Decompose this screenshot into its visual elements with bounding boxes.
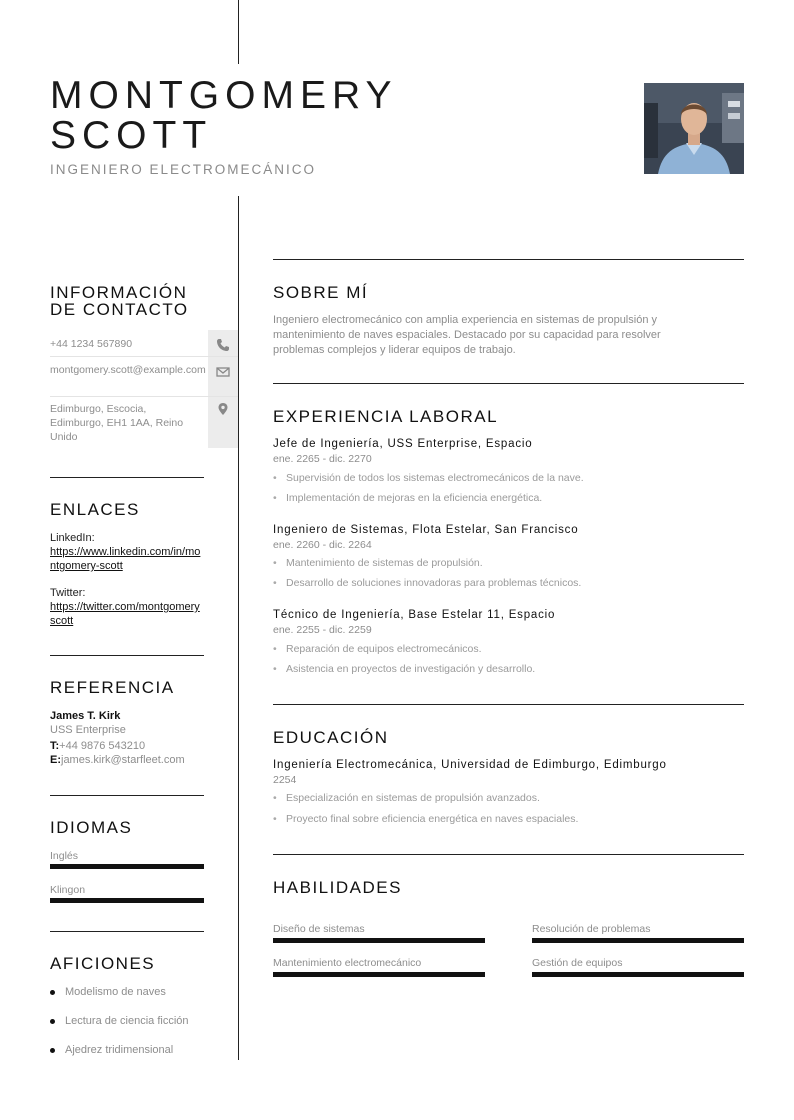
twitter-label: Twitter:: [50, 587, 86, 599]
section-divider: [50, 795, 204, 796]
section-divider: [50, 931, 204, 932]
job-dates: ene. 2265 - dic. 2270: [273, 453, 372, 465]
reference-email: [50, 754, 185, 766]
full-name: [50, 76, 397, 156]
about-line: Ingeniero electromecánico con amplia experiencia en sistemas de propulsión y: [273, 314, 657, 326]
name-first: MONTGOMERY: [50, 74, 398, 117]
reference-heading: REFERENCIA: [50, 678, 175, 697]
job-bullet-text: Implementación de mejoras en la eficiencia energética.: [286, 492, 543, 504]
contact-heading-line1: INFORMACIÓN: [50, 283, 188, 302]
education-bullet: • Proyecto final sobre eficiencia energética en naves espaciales.: [273, 813, 579, 825]
job-bullet-text: Desarrollo de soluciones innovadoras para problemas técnicos.: [286, 577, 582, 589]
contact-address-text: Edimburgo, Escocia, Edimburgo, EH1 1AA, Reino Unido: [50, 403, 184, 443]
education-bullet-text: Proyecto final sobre eficiencia energética en naves espaciales.: [286, 813, 579, 825]
job-bullet-text: Reparación de equipos electromecánicos.: [286, 643, 482, 655]
job-title: Jefe de Ingeniería, USS Enterprise, Espacio: [273, 438, 533, 450]
skill-label: Diseño de sistemas: [273, 923, 365, 935]
language-english-level-bar: [50, 864, 204, 869]
reference-phone-value: +44 9876 543210: [59, 740, 146, 752]
phone-icon: [216, 338, 230, 352]
skills-heading: HABILIDADES: [273, 878, 402, 897]
reference-email-label: E:: [50, 754, 61, 766]
bullet-dot: [50, 1048, 55, 1053]
job-bullet-text: Mantenimiento de sistemas de propulsión.: [286, 557, 483, 569]
education-heading: EDUCACIÓN: [273, 728, 389, 747]
hobby-text: Ajedrez tridimensional: [65, 1044, 174, 1056]
section-divider: [50, 655, 204, 656]
reference-phone-label: T:: [50, 740, 60, 752]
reference-company: USS Enterprise: [50, 724, 126, 736]
about-heading: SOBRE MÍ: [273, 283, 369, 302]
section-divider: [273, 259, 744, 260]
about-text: [273, 313, 743, 358]
job-title: Ingeniero de Sistemas, Flota Estelar, San Francisco: [273, 524, 579, 536]
hobbies-heading: AFICIONES: [50, 954, 156, 973]
links-heading: ENLACES: [50, 500, 140, 519]
hobby-item: [50, 986, 166, 998]
about-line: problemas complejos y liderar equipos de trabajo.: [273, 344, 516, 356]
section-divider: [273, 704, 744, 705]
twitter-link[interactable]: https://twitter.com/montgomeryscott: [50, 601, 200, 627]
skill-level-bar: [273, 972, 485, 977]
job-bullet: • Asistencia en proyectos de investigación y desarrollo.: [273, 663, 536, 675]
language-english-label: Inglés: [50, 850, 79, 862]
contact-icon-strip: [208, 330, 238, 448]
job-bullet-text: Supervisión de todos los sistemas electromecánicos de la nave.: [286, 472, 584, 484]
linkedin-link[interactable]: https://www.linkedin.com/in/montgomery-scott: [50, 546, 201, 572]
divider-main: [238, 196, 239, 1060]
divider-top: [238, 0, 239, 64]
contact-heading: [50, 284, 189, 318]
experience-heading: EXPERIENCIA LABORAL: [273, 407, 499, 426]
education-bullet: • Especialización en sistemas de propulsión avanzados.: [273, 792, 540, 804]
skill-level-bar: [273, 938, 485, 943]
linkedin-label: LinkedIn:: [50, 532, 95, 544]
education-bullet-text: Especialización en sistemas de propulsión avanzados.: [286, 792, 540, 804]
contact-email-text: montgomery.scott@example.com: [50, 364, 206, 376]
section-divider: [273, 383, 744, 384]
language-klingon-label: Klingon: [50, 884, 86, 896]
name-last: SCOTT: [50, 114, 213, 157]
reference-name: James T. Kirk: [50, 710, 121, 722]
hobby-item: [50, 1015, 189, 1027]
skill-label: Mantenimiento electromecánico: [273, 957, 422, 969]
section-divider: [273, 854, 744, 855]
skill-label: Resolución de problemas: [532, 923, 651, 935]
hobby-text: Modelismo de naves: [65, 986, 166, 998]
about-line: mantenimiento de naves espaciales. Destacado por su capacidad para resolver: [273, 329, 661, 341]
job-title-headline: INGENIERO ELECTROMECÁNICO: [50, 162, 317, 177]
contact-separator: [50, 396, 238, 397]
job-bullet: • Implementación de mejoras en la eficiencia energética.: [273, 492, 543, 504]
reference-phone: [50, 740, 145, 752]
job-title: Técnico de Ingeniería, Base Estelar 11, Espacio: [273, 609, 556, 621]
education-title: Ingeniería Electromecánica, Universidad de Edimburgo, Edimburgo: [273, 759, 667, 771]
skill-level-bar: [532, 938, 744, 943]
location-icon: [216, 402, 230, 416]
bullet-dot: [50, 1019, 55, 1024]
skill-level-bar: [532, 972, 744, 977]
job-bullet: • Mantenimiento de sistemas de propulsión.: [273, 557, 483, 569]
profile-photo: [644, 83, 744, 174]
mail-icon: [216, 365, 230, 379]
section-divider: [50, 477, 204, 478]
education-year: 2254: [273, 774, 297, 786]
job-dates: ene. 2260 - dic. 2264: [273, 539, 372, 551]
job-bullet: • Supervisión de todos los sistemas electromecánicos de la nave.: [273, 472, 584, 484]
bullet-dot: [50, 990, 55, 995]
contact-phone-text: +44 1234 567890: [50, 338, 133, 350]
contact-heading-line2: DE CONTACTO: [50, 300, 189, 319]
hobby-item: [50, 1044, 173, 1056]
hobby-text: Lectura de ciencia ficción: [65, 1015, 189, 1027]
job-bullet: • Reparación de equipos electromecánicos.: [273, 643, 482, 655]
language-klingon-level-bar: [50, 898, 204, 903]
reference-email-value: james.kirk@starfleet.com: [61, 754, 185, 766]
skill-label: Gestión de equipos: [532, 957, 623, 969]
job-dates: ene. 2255 - dic. 2259: [273, 624, 372, 636]
job-bullet: • Desarrollo de soluciones innovadoras para problemas técnicos.: [273, 577, 582, 589]
languages-heading: IDIOMAS: [50, 818, 133, 837]
job-bullet-text: Asistencia en proyectos de investigación y desarrollo.: [286, 663, 536, 675]
contact-separator: [50, 356, 238, 357]
